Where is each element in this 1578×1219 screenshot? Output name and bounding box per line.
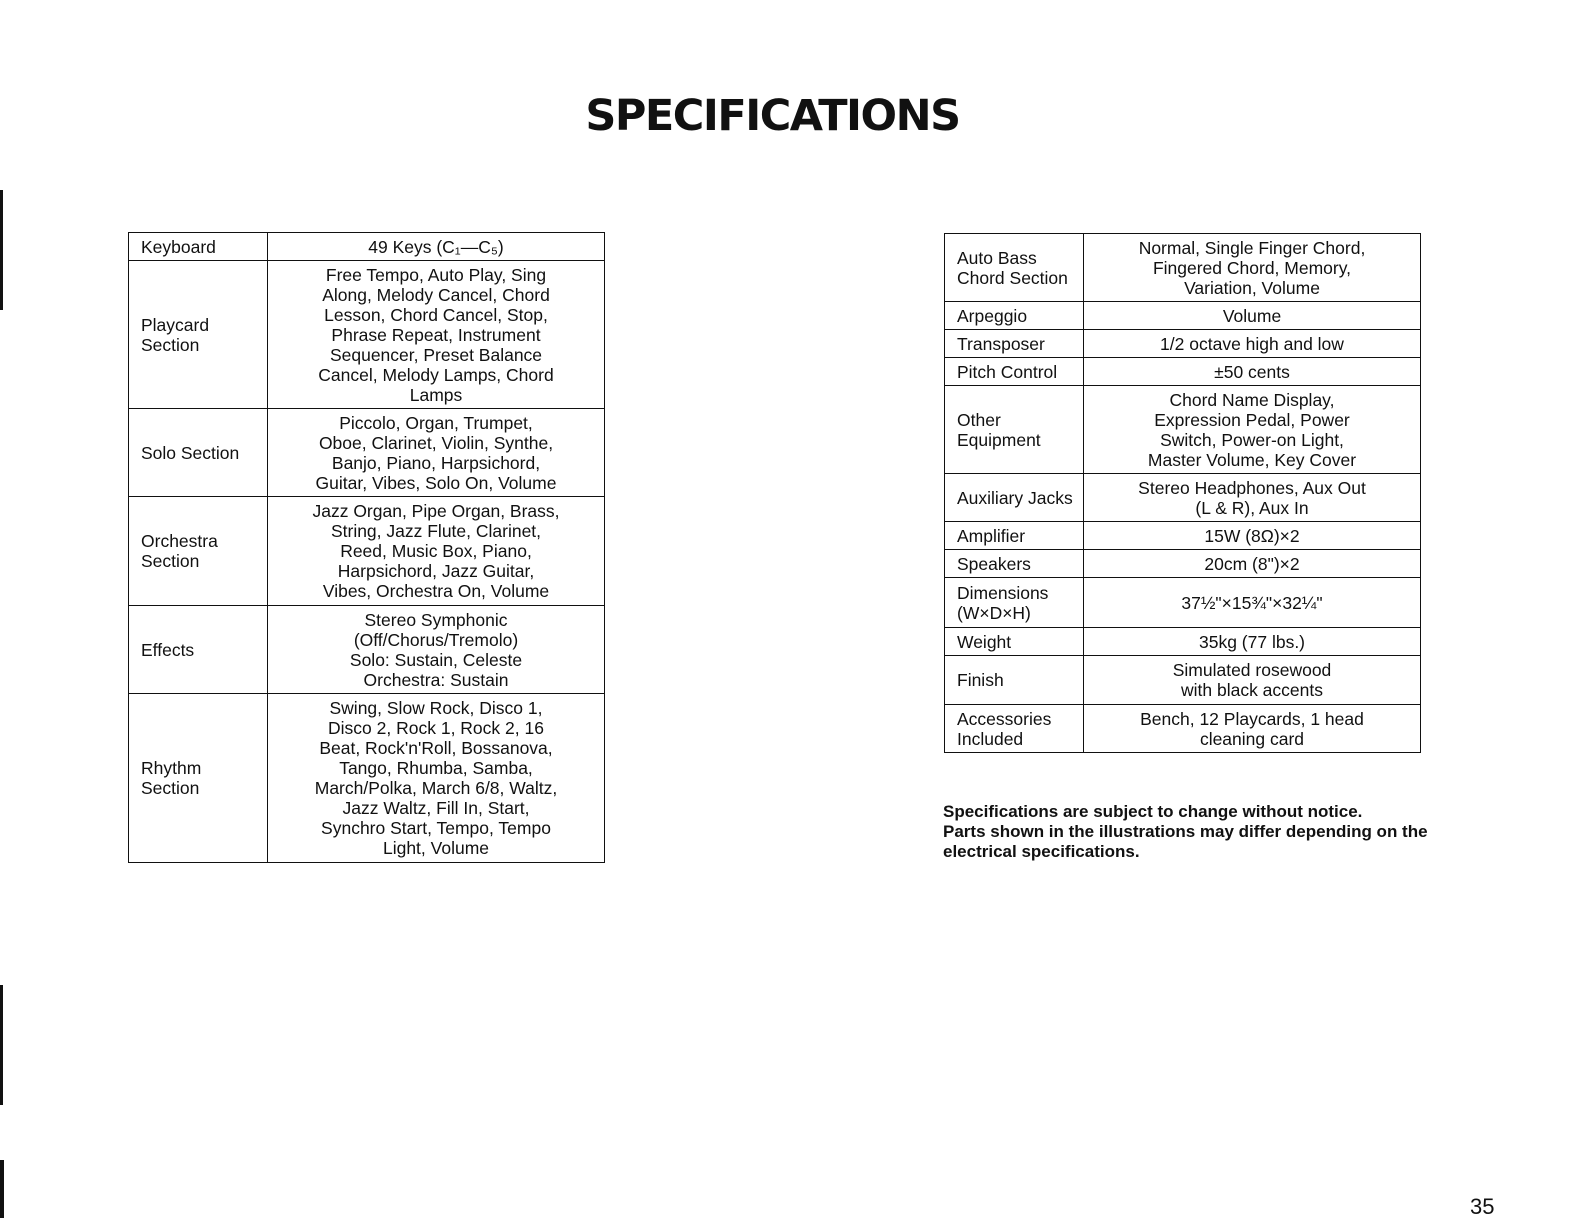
spec-value — [268, 497, 605, 606]
spec-label-text: Orchestra Section — [141, 531, 218, 571]
spec-row-keyboard — [129, 233, 605, 261]
spec-label — [945, 656, 1084, 705]
spec-row-weight — [945, 628, 1421, 656]
spec-value-text: Swing, Slow Rock, Disco 1, Disco 2, Rock 1, Rock 2, 16 Beat, Rock'n'Roll, Bossanova, Tango, Rhumba, Samba, March/Polka, March 6/8, Waltz, Jazz Waltz, Fill In, Start, Synchro Start, Tempo, Tempo Light, Volume — [314, 698, 558, 858]
spec-label-text: Amplifier — [957, 525, 1026, 546]
spec-value — [1084, 656, 1421, 705]
spec-value — [1084, 234, 1421, 302]
spec-row-playcard-section — [129, 261, 605, 409]
spec-value-text: Stereo Headphones, Aux Out (L & R), Aux In — [1138, 477, 1366, 518]
spec-value-text: Jazz Organ, Pipe Organ, Brass, String, Jazz Flute, Clarinet, Reed, Music Box, Piano, Harpsichord, Jazz Guitar, Vibes, Orchestra On, Volume — [312, 501, 560, 601]
spec-row-auto-bass-chord-section — [945, 234, 1421, 302]
spec-row-solo-section — [129, 409, 605, 497]
spec-value-text: Piccolo, Organ, Trumpet, Oboe, Clarinet, Violin, Synthe, Banjo, Piano, Harpsichord, Guitar, Vibes, Solo On, Volume — [315, 412, 557, 493]
spec-label-text: Finish — [957, 670, 1004, 690]
specifications-notice: Specifications are subject to change without notice. Parts shown in the illustrations may differ depending on the electrical specifications. — [943, 802, 1428, 861]
spec-row-rhythm-section — [129, 694, 605, 863]
spec-value — [1084, 550, 1421, 578]
spec-value-text: 15W (8Ω)×2 — [1204, 525, 1300, 546]
spec-value — [268, 261, 605, 409]
spec-value-text: Free Tempo, Auto Play, Sing Along, Melody Cancel, Chord Lesson, Chord Cancel, Stop, Phrase Repeat, Instrument Sequencer, Preset Balance Cancel, Melody Lamps, Chord Lamps — [318, 264, 554, 405]
spec-value-text: 35kg (77 lbs.) — [1198, 631, 1306, 652]
spec-label-text: Effects — [141, 639, 195, 660]
spec-label — [945, 550, 1084, 578]
spec-row-speakers — [945, 550, 1421, 578]
spec-row-finish — [945, 656, 1421, 705]
spec-value — [268, 233, 605, 261]
spec-label — [945, 705, 1084, 753]
spec-value — [1084, 474, 1421, 522]
spec-value — [1084, 628, 1421, 656]
spec-row-auxiliary-jacks — [945, 474, 1421, 522]
spec-label — [129, 497, 268, 606]
spec-value-text: Simulated rosewood with black accents — [1172, 660, 1332, 700]
spec-label — [129, 694, 268, 863]
spec-label-text: Auxiliary Jacks — [957, 487, 1073, 508]
spec-label — [945, 358, 1084, 386]
spec-value — [1084, 522, 1421, 550]
spec-label-text: Arpeggio — [957, 305, 1028, 326]
spec-value — [1084, 302, 1421, 330]
spec-label-text: Speakers — [957, 553, 1031, 574]
spec-row-orchestra-section — [129, 497, 605, 606]
spec-value-text: 49 Keys (C₁—C₅) — [368, 236, 504, 257]
spec-row-accessories-included — [945, 705, 1421, 753]
spec-value-text: ±50 cents — [1214, 361, 1290, 382]
spec-row-dimensions — [945, 578, 1421, 628]
spec-label-text: Dimensions (W×D×H) — [957, 582, 1049, 623]
spec-value-text: Volume — [1222, 305, 1282, 326]
spec-label-text: Transposer — [957, 333, 1045, 354]
edge-mark-top — [0, 190, 3, 310]
spec-value — [268, 409, 605, 497]
spec-value — [1084, 578, 1421, 628]
specifications-table-right — [944, 233, 1421, 753]
spec-label — [945, 386, 1084, 474]
spec-value — [1084, 330, 1421, 358]
spec-label — [129, 409, 268, 497]
spec-label-text: Weight — [957, 631, 1012, 652]
edge-mark-foot — [0, 1160, 4, 1218]
spec-label-text: Auto Bass Chord Section — [957, 247, 1068, 288]
spec-value — [1084, 705, 1421, 753]
spec-value-text: Stereo Symphonic (Off/Chorus/Tremolo) Solo: Sustain, Celeste Orchestra: Sustain — [349, 609, 523, 690]
spec-value-text: Bench, 12 Playcards, 1 head cleaning card — [1140, 708, 1364, 749]
specifications-table-left — [128, 232, 605, 863]
spec-value-text: Chord Name Display, Expression Pedal, Power Switch, Power-on Light, Master Volume, Key Cover — [1147, 389, 1357, 470]
spec-value — [1084, 386, 1421, 474]
spec-label — [945, 234, 1084, 302]
spec-label — [945, 522, 1084, 550]
spec-label — [129, 261, 268, 409]
spec-value — [1084, 358, 1421, 386]
spec-row-effects — [129, 606, 605, 694]
spec-label-text: Rhythm Section — [141, 758, 202, 798]
spec-value-text: 37½"×15¾"×32¼" — [1181, 592, 1323, 613]
spec-value-text: 20cm (8")×2 — [1204, 553, 1300, 574]
spec-label — [129, 233, 268, 261]
spec-row-arpeggio — [945, 302, 1421, 330]
spec-label — [129, 606, 268, 694]
spec-row-amplifier — [945, 522, 1421, 550]
spec-label-text: Pitch Control — [957, 361, 1058, 382]
spec-value — [268, 694, 605, 863]
spec-row-pitch-control — [945, 358, 1421, 386]
edge-mark-bottom — [0, 985, 3, 1105]
spec-value — [268, 606, 605, 694]
page-title: SPECIFICATIONS — [585, 90, 960, 141]
spec-label-text: Accessories Included — [957, 708, 1052, 749]
spec-row-transposer — [945, 330, 1421, 358]
spec-label-text: Other Equipment — [957, 409, 1041, 450]
spec-label-text: Solo Section — [141, 442, 240, 463]
spec-value-text: Normal, Single Finger Chord, Fingered Chord, Memory, Variation, Volume — [1138, 237, 1366, 298]
spec-label-text: Playcard Section — [141, 314, 210, 355]
spec-label — [945, 330, 1084, 358]
spec-value-text: 1/2 octave high and low — [1160, 333, 1344, 354]
spec-label — [945, 302, 1084, 330]
spec-row-other-equipment — [945, 386, 1421, 474]
spec-label — [945, 474, 1084, 522]
page-number: 35 — [1470, 1194, 1495, 1219]
spec-label — [945, 628, 1084, 656]
spec-label — [945, 578, 1084, 628]
spec-label-text: Keyboard — [141, 236, 216, 257]
